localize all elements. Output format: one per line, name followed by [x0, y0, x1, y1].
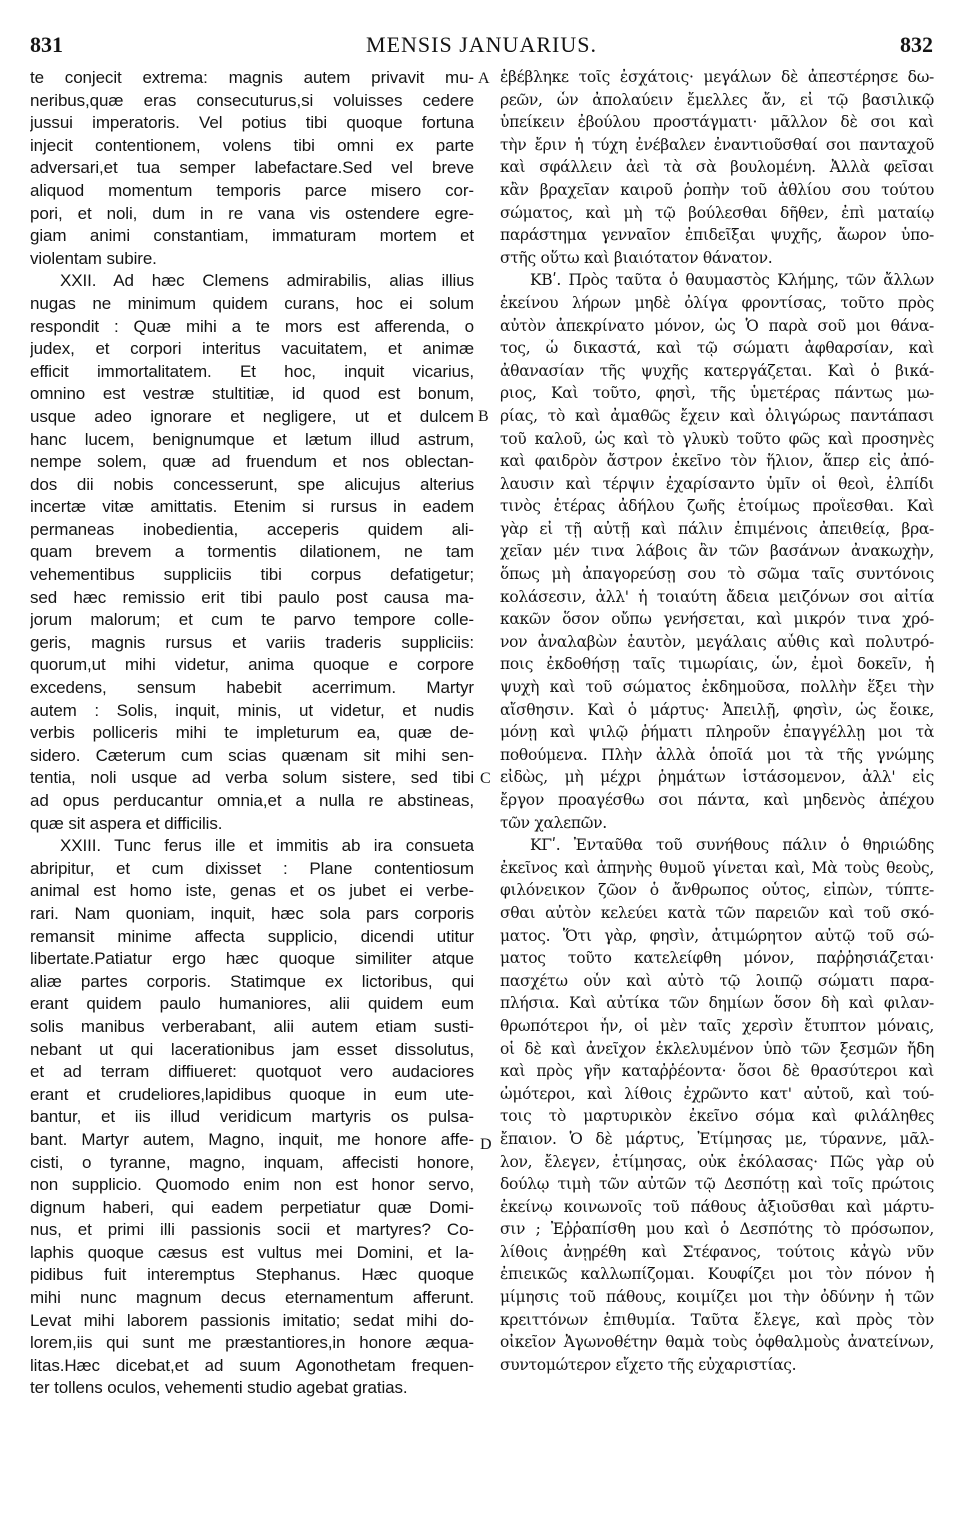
text-line: ρίας, τὸ καὶ ἀμαθῶς ἔχειν καὶ ὀλιγώρως παντάπασι — [500, 406, 934, 425]
text-line: ματος τοῦτο κατελείφθη μόνον, παῤῥησιάζεται· — [500, 949, 934, 968]
text-line: tentia, noli usque ad verba solum sistere, sed tibi — [30, 768, 474, 788]
text-line: χεῖαν μέν τινα λάβοις ἂν τῶν βασάνων ἀνακωχὴν, — [500, 542, 934, 561]
text-line: φιλόνεικον ζῶον ὁ ἄνθρωπος οὗτος, εἰπὼν, τύπτε- — [500, 881, 934, 900]
text-line: σώματος, καὶ μὴ τῷ βούλεσθαι δῆθεν, ἐπὶ ματαίῳ — [500, 203, 934, 222]
text-line: ὑπείκειν ἐβούλου προστάγματι· μᾶλλον δὲ σοι καὶ — [500, 113, 934, 132]
running-title: MENSIS JANUARIUS. — [366, 32, 597, 57]
text-line: bant. Martyr autem, Magno, inquit, me honore affe- — [30, 1129, 474, 1149]
text-line: κρειττόνων ἐπιθυμία. Ταῦτα ἔλεγε, καὶ πρὸς τὸν — [500, 1310, 934, 1329]
text-line: ἔργον προαγέσθω σοι πάντα, καὶ μηδενὸς ἀπέχου — [500, 791, 934, 809]
text-line: jussui imperatoris. Vel potius tibi quoque fortuna — [30, 113, 474, 133]
text-line: cisti, o tyranne, magno, inquam, affecisti honore, — [30, 1152, 474, 1172]
text-line: violentam subire. — [30, 248, 157, 268]
text-line: καὶ φαιδρὸν ἄστρον ἐκεῖνο τὸν ἥλιον, ἅπερ εἰς ἀπό- — [500, 452, 934, 471]
text-line: geris, magnis rursus et variis traderis suppliciis: — [30, 632, 474, 652]
text-line: nebant ut qui lacerationibus jam esset dissolutus, — [30, 1039, 474, 1059]
text-line: rari. Nam quoniam, inquit, hæc sola pars corporis — [30, 903, 474, 923]
text-line: remansit minime affecta supplicio, dicendi utitur — [30, 926, 474, 946]
text-line: ποις ἐκδοθήσῃ ταῖς τιμωρίαις, ὧν, ἐμοὶ δοκεῖν, ἡ — [500, 655, 934, 674]
text-line: incertæ vitæ amittatis. Etenim si rursus in eadem — [30, 497, 474, 517]
text-line: ter tollens oculos, vehementi studio agebat gratias. — [30, 1378, 408, 1398]
text-line: injecit contentionem, volens tibi omni ex parte — [30, 135, 474, 155]
margin-marker-a: A — [478, 70, 490, 87]
text-line: dos dii nobis concesserunt, spe alicujus alterius — [30, 474, 474, 494]
text-line: ἐπιεικῶς καλλωπίζομαι. Κουφίζει μοι τὸν πόνον ἡ — [500, 1265, 934, 1284]
text-line: permaneas inobedientia, acceperis quidem ali- — [30, 519, 474, 539]
text-line: bantur, et iis illud veridicum martyris os pulsa- — [30, 1107, 474, 1127]
text-line: τοις τὸ μαρτυρικὸν ἐκεῖνο σόμα καὶ φιλάληθες — [500, 1107, 934, 1126]
text-line: οἰκεῖον Ἀγωνοθέτην θαμὰ τοὺς ὀφθαλμοὺς ἀνατείνων, — [500, 1333, 934, 1352]
text-line: solis manibus verberabant, alii autem etiam susti- — [30, 1016, 474, 1036]
text-line: ΚΒʹ. Πρὸς ταῦτα ὁ θαυμαστὸς Κλήμης, τῶν ἄλλων — [530, 271, 934, 290]
text-line: pidibus fuit interemptus Stephanus. Hæc quoque — [30, 1265, 474, 1285]
text-line: εἰδὼς, μὴ μέχρι ῥημάτων ἱστάσομενον, ἀλλ' εἰς — [500, 768, 934, 787]
text-line: vehementibus suppliciis tibi corpus defatigetur; — [30, 565, 474, 585]
text-line: jorum malorum; et cum te parvo tempore colle- — [30, 610, 474, 630]
text-line: dignum haberi, qui eadem perpetiatur quæ Domi- — [30, 1197, 474, 1217]
text-line: ἐκείνῳ κοινωνοῖς τοῦ πάθους ἀξιοῦσθαι καὶ μάρτυ- — [500, 1197, 934, 1216]
text-line: μόνῃ καὶ ψιλῷ ῥήματι πληροῦν ἐπαγγέλλῃ μοι τὰ — [500, 723, 934, 742]
text-line: οἱ δὲ καὶ ἀνεῖχον ἐκλελυμένον ὑπὸ τῶν ξεσμῶν ἤδη — [500, 1039, 934, 1058]
text-line: non supplicio. Quomodo enim non est honor servo, — [30, 1175, 474, 1195]
left-page-number: 831 — [30, 32, 63, 57]
text-line: ἐκείνου λήρων μηδὲ ὀλίγα φροντίσας, τοῦτο πρὸς — [500, 293, 934, 312]
text-line: giam animi constantiam, immaturam mortem et — [30, 226, 474, 246]
text-line: λον, ἔλεγεν, ἐτίμησας, οὐκ ἐκόλασας· Πῶς γὰρ οὐ — [500, 1152, 934, 1171]
text-line: αὐτὸν ἀπεκρίνατο μόνον, ὡς Ὁ παρὰ σοῦ μοι θάνα- — [500, 316, 934, 335]
text-line: omnino est vestræ stultitiæ, id quod est bonum, — [30, 384, 474, 404]
text-line: τος, ὦ δικαστά, καὶ τῷ σώματι ἀφθαρσίαν, καὶ — [500, 339, 934, 358]
text-line: laphis quoque cæsus est vultus mei Domini, et la- — [30, 1242, 474, 1262]
text-line: aliquod momentum temporis parce misero cor- — [30, 180, 474, 200]
text-line: καὶ σφάλλειν ἀεὶ τὰ σὰ βουλομένη. Ἀλλὰ φεῖσαι — [500, 158, 934, 177]
text-line: σιν ; Ἐῤῥαπίσθη μου καὶ ὁ Δεσπότης τὸ πρόσωπον, — [500, 1220, 934, 1239]
greek-column — [500, 68, 934, 1378]
text-line: verbis polliceris mihi te impleturum ea, quæ de- — [30, 723, 474, 743]
text-line: κολάσεσιν, ἀλλ' ἡ τοιαύτη ἄδεια μειζόνων σοι αἰτία — [500, 587, 934, 606]
text-line: δούλῳ τιμὴ τῶν αὐτῶν τῷ Δεσπότῃ καὶ τοῖς πρώτοις — [500, 1175, 934, 1194]
text-line: λίθοις ἀνῃρέθη καὶ Στέφανος, τούτοις κἀγὼ νῦν — [500, 1242, 934, 1261]
text-line: pori, et noli, dum in re vana vis ostendere egre- — [30, 203, 474, 223]
text-line: λαυσιν καὶ τέρψιν ἐχαρίσαντο ὑμῖν οἱ θεοὶ, ἐλπίδι — [500, 474, 934, 493]
text-line: usque adeo ignorare et negligere, ut et dulcem — [30, 406, 474, 426]
text-line: ματος. Ὅτι γὰρ, φησὶν, ἀτιμώρητον αὐτῷ τοῦ σώ- — [500, 926, 934, 945]
text-line: σθαι αὐτὸν κελεύει κατὰ τῶν παρειῶν καὶ τοῦ σκό- — [500, 903, 934, 922]
text-line: XXIII. Tunc ferus ille et immitis ab ira consueta — [60, 836, 474, 856]
text-line: neribus,quæ eras consecuturus,si voluisses cedere — [30, 90, 474, 110]
text-line: ad opus perducantur omnia,et a nulla re abstineas, — [30, 791, 474, 810]
text-line: αἴσθησιν. Καὶ ὁ μάρτυς· Ἀπειλῇ, φησὶν, ὡς ἔοικε, — [500, 700, 934, 719]
text-line: παράστημα γενναῖον ἐπιδεῖξαι ψυχῆς, ἄωρον ὑπο- — [500, 226, 934, 245]
text-line: τὴν ἔριν ἡ τύχη ἐνέβαλεν ἐναντιοῦσθαί σοι πανταχοῦ — [500, 135, 934, 154]
margin-marker-c: C — [480, 770, 491, 787]
text-line: πλήσια. Καὶ αὐτίκα τῶν δημίων ὅσον δὴ καὶ φιλαν- — [500, 994, 934, 1013]
text-line: κακῶν ὅσον οὔπω γενήσεται, καὶ μικρόν τινα χρό- — [500, 610, 934, 629]
text-line: efficit immortalitatem. Et hoc, inquit vicarius, — [30, 361, 474, 381]
text-line: τῶν χαλεπῶν. — [500, 813, 607, 832]
text-line: ριος, Καὶ τοῦτο, φησὶ, τῆς ὑμετέρας πάντως μω- — [500, 384, 934, 403]
text-line: abripitur, et cum dixisset : Plane contentiosum — [30, 858, 474, 878]
text-line: γὰρ εἰ τῇ αὐτῇ καὶ πάλιν ἐπιμένοις ἀπειθείᾳ, βρα- — [500, 519, 934, 538]
text-line: νον ἀναλαβὼν ἑαυτὸν, μεγάλαις αὖθις καὶ πολυτρό- — [500, 632, 934, 651]
text-line: sed hæc remissio erit tibi paulo post causa ma- — [30, 587, 474, 607]
text-line: ποθούμενα. Πλὴν ἀλλὰ ὁποῖά μοι τὰ τῆς γνώμης — [500, 745, 934, 764]
text-line: Levat mihi laborem passionis imitatio; sedat mihi do- — [30, 1310, 474, 1330]
text-line: et ad terram diffiueret: quotquot vero audaciores — [30, 1062, 474, 1082]
text-line: ὅπως μὴ ἀπαγορεύσῃ σου τὸ σῶμα ταῖς συντόνοις — [500, 565, 934, 584]
text-line: ΚΓʹ. Ἐνταῦθα τοῦ συνήθους πάλιν ὁ θηριώδης — [530, 836, 934, 855]
text-line: πασχέτω οὖν καὶ αὐτὸ τῷ λοιπῷ σώματι παρα- — [500, 971, 934, 990]
text-line: quæ sit aspera et difficilis. — [30, 813, 223, 833]
text-line: XXII. Ad hæc Clemens admirabilis, alias illius — [60, 271, 474, 291]
text-line: excedens, sensum habebit acerrimum. Martyr — [30, 678, 474, 698]
text-line: ἔπαιον. Ὁ δὲ μάρτυς, Ἐτίμησας με, τύραννε, μᾶλ- — [500, 1129, 934, 1148]
text-line: κἂν βραχεῖαν καιροῦ ῥοπὴν τοῦ ἀθλίου σου τούτου — [500, 180, 934, 199]
text-line: te conjecit extrema: magnis autem privavit mu- — [30, 68, 474, 87]
text-line: adversari,et tua semper labefactare.Sed vel breve — [30, 158, 474, 178]
text-line: τινὸς ἑτέρας ἀδήλου ζωῆς ἑτοίμως προΐεσθαι. Καὶ — [500, 497, 934, 516]
text-line: καὶ πρὸς γῆν καταῤῥέοντα· ὅσοι δὲ θρασύτεροι καὶ — [500, 1062, 934, 1081]
text-line: ἐκεῖνος καὶ ἀπηνὴς θυμοῦ γίνεται καὶ, Μὰ τοὺς θεοὺς, — [500, 858, 934, 877]
text-line: ὠμότεροι, καὶ λίθοις ἐχρῶντο κατ' αὐτοῦ, καὶ τού- — [500, 1084, 934, 1103]
margin-marker-d: D — [480, 1136, 492, 1153]
text-line: nugas ne minimum quidem curans, hoc ei solum — [30, 293, 474, 313]
text-line: aliæ partes corporis. Statimque ex lictoribus, qui — [30, 971, 474, 991]
text-line: nus, et primi illi passionis socii et martyres? Co- — [30, 1220, 474, 1240]
text-line: ἐβέβληκε τοῖς ἐσχάτοις· μεγάλων δὲ ἀπεστέρησε δω- — [500, 68, 934, 86]
text-line: ψυχὴ καὶ τοῦ σώματος ἐκδημοῦσα, πολλὴν ἕξει τὴν — [500, 678, 934, 697]
text-line: ἀθανασίαν τῆς ψυχῆς κατεργάζεται. Καὶ ὁ βικά- — [500, 361, 934, 380]
text-line: μίμησις τοῦ πάθους, κοιμίζει μοι τὴν ὀδύνην ἡ τῶν — [500, 1288, 934, 1307]
text-line: quorum,ut mihi videtur, anima quoque e corpore — [30, 655, 474, 675]
right-page-number: 832 — [900, 32, 933, 57]
latin-column — [30, 68, 474, 1401]
text-line: erant quidem paulo humaniores, alii quidem eum — [30, 994, 474, 1014]
text-line: judex, et corpori interitus vacuitatem, et animæ — [30, 339, 474, 359]
text-line: sidero. Cæterum cum scias quænam sit mihi sen- — [30, 745, 474, 765]
text-line: τοῦ καλοῦ, ὡς καὶ τὸ γλυκὺ τοῦτο φῶς καὶ προσηνὲς — [500, 429, 934, 448]
text-line: litas.Hæc dicebat,et ad suum Agonothetam frequen- — [30, 1355, 474, 1375]
text-line: lorem,iis qui sunt me præstantiores,in honore æqua- — [30, 1333, 474, 1353]
text-line: autem : Solis, inquit, minis, ut videtur, et nudis — [30, 700, 474, 720]
margin-marker-b: B — [478, 408, 489, 425]
text-line: quam brevem a tormentis dilationem, ne tam — [30, 542, 474, 562]
text-line: συντομώτερον εἴχετο τῆς εὐχαριστίας. — [500, 1355, 797, 1374]
text-line: στῆς οὕτω καὶ βιαιότατον θάνατον. — [500, 248, 773, 267]
page-header — [30, 28, 933, 62]
text-line: nempe solem, quæ ad fruendum et nos oblectan- — [30, 452, 474, 472]
text-line: erant et crudeliores,lapidibus quoque in eum ute- — [30, 1084, 474, 1104]
text-line: respondit : Quæ mihi a te mors est afferenda, o — [30, 316, 474, 336]
text-line: hanc lucem, benignumque et lætum illud astrum, — [30, 429, 474, 449]
text-line: animal est homo iste, genas et os jubet ei verbe- — [30, 881, 474, 901]
text-line: ρεῶν, ὧν ἀπολαύειν ἔμελλες ἄν, εἰ τῷ βασιλικῷ — [500, 90, 934, 109]
text-line: mihi nunc magnum decus eternamentum afferunt. — [30, 1288, 474, 1308]
text-line: libertate.Patiatur ergo hæc quoque similiter atque — [30, 949, 474, 969]
text-line: θρωπότεροι ἦν, οἱ μὲν ταῖς χερσὶν ἔτυπτον μόναις, — [500, 1016, 934, 1035]
